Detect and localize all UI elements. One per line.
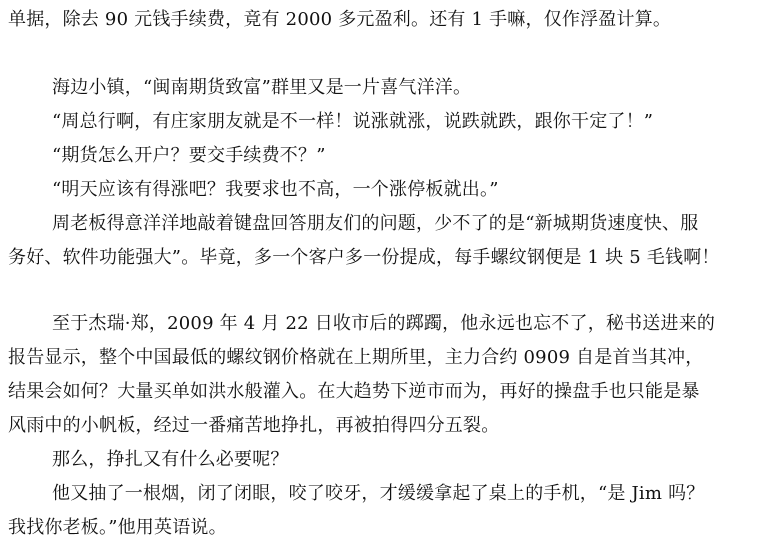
text-line-10: 结果会如何？大量买单如洪水般灌入。在大趋势下逆市而为，再好的操盘手也只能是暴 — [8, 381, 700, 402]
text-line-6: 周老板得意洋洋地敲着键盘回答朋友们的问题，少不了的是“新城期货速度快、服 — [52, 213, 699, 234]
text-line-2: 海边小镇，“闽南期货致富”群里又是一片喜气洋洋。 — [52, 77, 472, 98]
text-line-3: “周总行啊，有庄家朋友就是不一样！说涨就涨，说跌就跌，跟你干定了！” — [52, 111, 654, 132]
text-line-7: 务好、软件功能强大”。毕竟，多一个客户多一份提成，每手螺纹钢便是 1 块 5 毛钱啊！ — [8, 247, 720, 268]
text-line-14: 我找你老板。”他用英语说。 — [8, 517, 227, 538]
text-line-4: “期货怎么开户？要交手续费不？” — [52, 145, 326, 166]
text-line-12: 那么，挣扎又有什么必要呢？ — [52, 449, 289, 470]
text-line-5: “明天应该有得涨吧？我要求也不高，一个涨停板就出。” — [52, 179, 499, 200]
text-line-13: 他又抽了一根烟，闭了闭眼，咬了咬牙，才缓缓拿起了桌上的手机，“是 Jim 吗？ — [52, 483, 705, 504]
text-line-9: 报告显示，整个中国最低的螺纹钢价格就在上期所里，主力合约 0909 自是首当其冲， — [8, 347, 704, 368]
text-line-11: 风雨中的小帆板，经过一番痛苦地挣扎，再被拍得四分五裂。 — [8, 415, 500, 436]
text-line-1: 单据，除去 90 元钱手续费，竟有 2000 多元盈利。还有 1 手嘛，仅作浮盈计算。 — [8, 9, 672, 30]
text-line-8: 至于杰瑞·郑，2009 年 4 月 22 日收市后的踯躅，他永远也忘不了，秘书送进来的 — [52, 313, 716, 334]
